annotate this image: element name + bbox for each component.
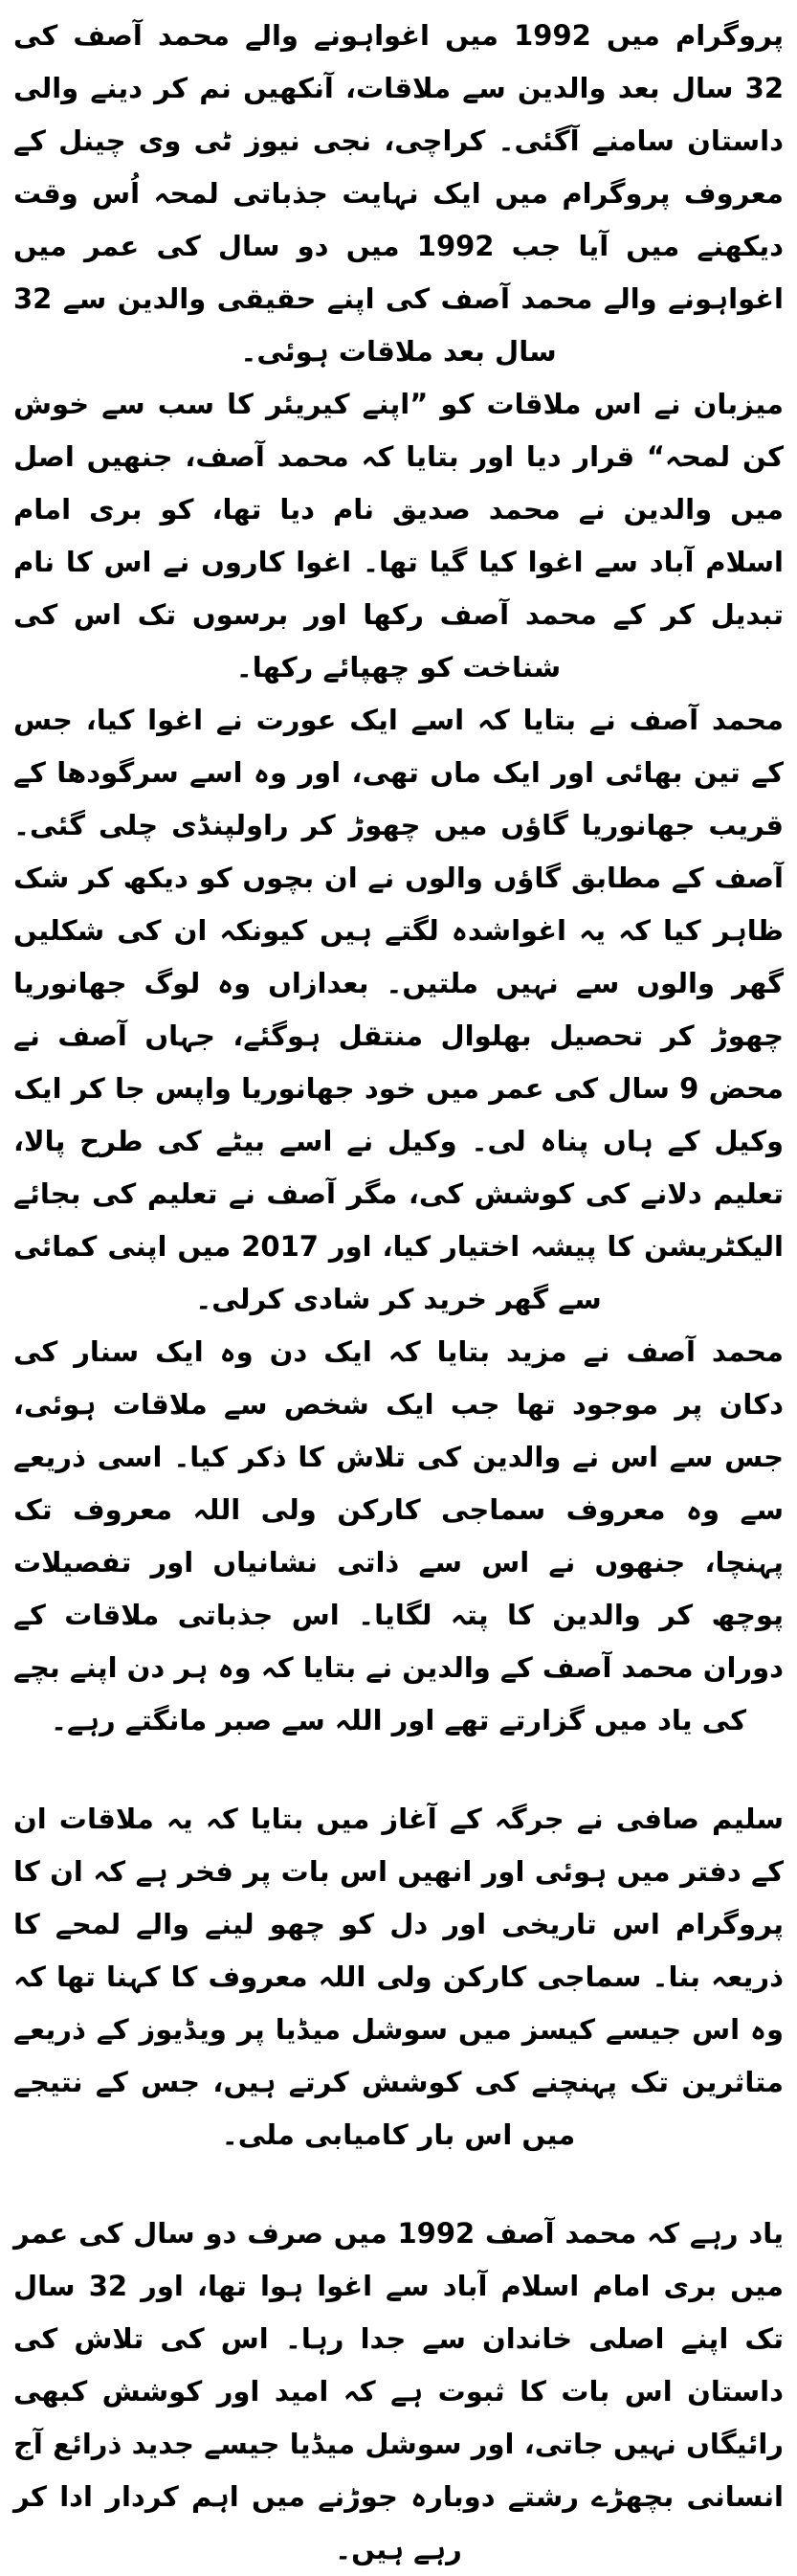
paragraph-saleem-safi: سلیم صافی نے جرگہ کے آغاز میں بتایا کہ یہ ملاقات ان کے دفتر میں ہوئی اور انھیں اس بات پر فخر ہے کہ ان کا پروگرام اس تاریخی اور دل کو چھو لینے والے لمحے کا ذریعہ بنا۔ سماجی کارکن ولی اللہ معروف کا کہنا تھا کہ وہ اس جیسے کیسز میں سوشل میڈیا پر ویڈیوز کے ذریعے متاثرین تک پہنچنے کی کوشش کرتے ہیں، جس کے نتیجے میں اس بار کامیابی ملی۔ <box>13 1803 784 2151</box>
paragraph-conclusion: یاد رہے کہ محمد آصف 1992 میں صرف دو سال کی عمر میں بری امام اسلام آباد سے اغوا ہوا تھا، اور 32 سال تک اپنے اصلی خاندان سے جدا رہا۔ اس کی تلاش کی داستان اس بات کا ثبوت ہے کہ امید اور کوشش کبھی رائیگاں نہیں جاتی، اور سوشل میڈیا جیسے جدید ذرائع آج انسانی بچھڑے رشتے دوبارہ جوڑنے میں اہم کردار ادا کر رہے ہیں۔ <box>13 2217 784 2565</box>
paragraph-intro: پروگرام میں 1992 میں اغواہونے والے محمد آصف کی 32 سال بعد والدین سے ملاقات، آنکھیں نم کر دینے والی داستان سامنے آگئی۔ کراچی، نجی نیوز ٹی وی چینل کے معروف پروگرام میں ایک نہایت جذباتی لمحہ اُس وقت دیکھنے میں آیا جب 1992 میں دو سال کی عمر میں اغواہونے والے محمد آصف کی اپنے حقیقی والدین سے 32 سال بعد ملاقات ہوئی۔ <box>13 19 785 368</box>
paragraph-spacer <box>13 2162 784 2207</box>
paragraph-abduction-story: محمد آصف نے بتایا کہ اسے ایک عورت نے اغوا کیا، جس کے تین بھائی اور ایک ماں تھی، اور وہ اسے سرگودھا کے قریب جھانوریا گاؤں میں چھوڑ کر راولپنڈی چلی گئی۔ آصف کے مطابق گاؤں والوں نے ان بچوں کو دیکھ کر شک ظاہر کیا کہ یہ اغواشدہ لگتے ہیں کیونکہ ان کی شکلیں گھر والوں سے نہیں ملتیں۔ بعدازاں وہ لوگ جھانوریا چھوڑ کر تحصیل بھلوال منتقل ہوگئے، جہاں آصف نے محض 9 سال کی عمر میں خود جھانوریا واپس جا کر ایک وکیل کے ہاں پناہ لی۔ وکیل نے اسے بیٹے کی طرح پالا، تعلیم دلانے کی کوشش کی، مگر آصف نے تعلیم کی بجائے الیکٹریشن کا پیشہ اختیار کیا، اور 2017 میں اپنی کمائی سے گھر خرید کر شادی کرلی۔ <box>13 704 784 1315</box>
paragraph-spacer <box>13 1747 784 1793</box>
paragraph-reunion-details: محمد آصف نے مزید بتایا کہ ایک دن وہ ایک سنار کی دکان پر موجود تھا جب ایک شخص سے ملاقات ہوئی، جس سے اس نے والدین کی تلاش کا ذکر کیا۔ اسی ذریعے سے وہ معروف سماجی کارکن ولی اللہ معروف تک پہنچا، جنھوں نے اس سے ذاتی نشانیاں اور تفصیلات پوچھ کر والدین کا پتہ لگایا۔ اس جذباتی ملاقات کے دوران محمد آصف کے والدین نے بتایا کہ وہ ہر دن اپنے بچے کی یاد میں گزارتے تھے اور اللہ سے صبر مانگتے رہے۔ <box>13 1335 784 1736</box>
paragraph-host-statement: میزبان نے اس ملاقات کو ”اپنے کیریئر کا سب سے خوش کن لمحہ“ قرار دیا اور بتایا کہ محمد آصف، جنھیں اصل میں والدین نے محمد صدیق نام دیا تھا، کو بری امام اسلام آباد سے اغوا کیا گیا تھا۔ اغوا کاروں نے اس کا نام تبدیل کر کے محمد آصف رکھا اور برسوں تک اس کی شناخت کو چھپائے رکھا۔ <box>13 388 784 683</box>
